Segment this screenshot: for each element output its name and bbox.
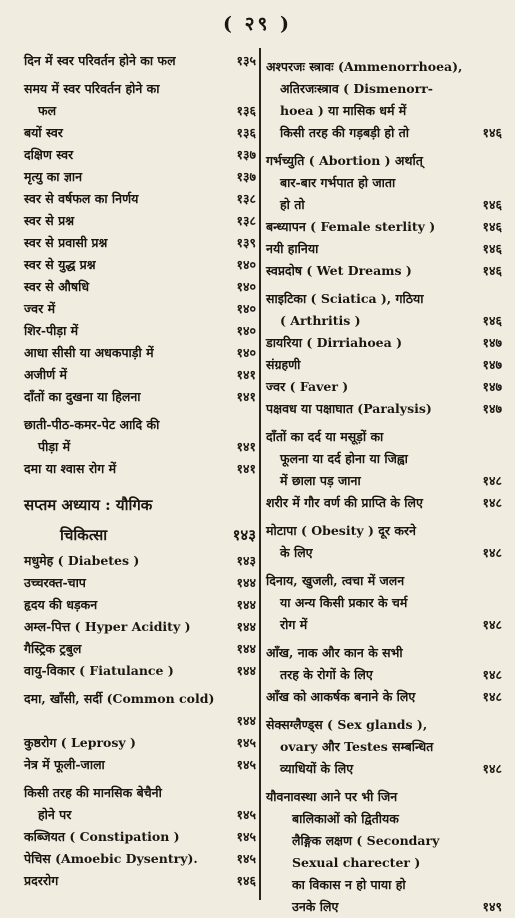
entry-title: दक्षिण स्वर [24, 147, 74, 162]
entry-continuation: Sexual charecter ) [292, 855, 421, 870]
page-ref: १४८ [482, 689, 502, 704]
index-entry [24, 386, 256, 408]
page-ref: १४१ [236, 367, 256, 382]
page-ref: १४६ [482, 263, 502, 278]
entry-continuation: या अन्य किसी प्रकार के चर्म [280, 595, 408, 610]
entry-continuation: के लिए [280, 545, 313, 560]
index-entry [24, 550, 256, 572]
index-entry [24, 782, 256, 826]
index-entry [24, 688, 256, 732]
entry-title: किसी तरह की मानसिक बेचैनी [24, 785, 162, 800]
page-ref: १४४ [236, 641, 256, 656]
page-ref: १४६ [482, 313, 502, 328]
index-entry [24, 364, 256, 386]
entry-title: स्वर से युद्ध प्रश्न [24, 257, 96, 272]
entry-title: बयों स्वर [24, 125, 63, 140]
entry-continuation: होने पर [38, 807, 72, 822]
entry-title: अजीर्ण में [24, 367, 67, 382]
page-ref: १४४ [236, 575, 256, 590]
page-ref: १३७ [236, 147, 256, 162]
index-entry [24, 254, 256, 276]
index-entry [266, 238, 502, 260]
index-entry [266, 288, 502, 332]
index-entry [266, 492, 502, 514]
page-ref: १४५ [236, 735, 256, 750]
page-ref: १४० [236, 323, 256, 338]
entry-title: साइटिका ( Sciatica ), गठिया [266, 291, 424, 306]
entry-continuation: रोग में [280, 617, 308, 632]
entry-title: संग्रहणी [266, 357, 301, 372]
entry-title: दिनाय, खुजली, त्वचा में जलन [266, 573, 405, 588]
page-ref: १४० [236, 257, 256, 272]
entry-title: शरीर में गौर वर्ण की प्राप्ति के लिए [266, 495, 423, 510]
page-ref: १३६ [236, 125, 256, 140]
entry-title: दमा, खाँसी, सर्दी (Common cold) [24, 691, 215, 706]
index-entry [24, 414, 256, 458]
index-entry [24, 594, 256, 616]
page-number: ( २९ ) [223, 13, 292, 35]
entry-title: बन्ध्यापन ( Female sterlity ) [266, 219, 436, 234]
entry-title: दिन में स्वर परिवर्तन होने का फल [24, 53, 176, 68]
page-ref: १४१ [236, 389, 256, 404]
index-entry [266, 376, 502, 398]
entry-title: अश्परजः स्त्रावः (Ammenorrhoea), [266, 59, 463, 74]
page-ref: १४१ [236, 439, 256, 454]
entry-title: पक्षवध या पक्षाघात (Paralysis) [266, 401, 432, 416]
page-ref: १४७ [482, 379, 502, 394]
entry-title: ज्वर में [24, 301, 56, 316]
entry-continuation: व्याधियों के लिए [280, 761, 354, 776]
entry-continuation: फूलना या दर्द होना या जिह्वा [280, 451, 408, 466]
page-ref: १४३ [236, 553, 256, 568]
page-ref: १४६ [482, 219, 502, 234]
page-ref: १४५ [236, 757, 256, 772]
index-entry [266, 398, 502, 420]
entry-title: आधा सीसी या अधकपाड़ी में [24, 345, 154, 360]
page-ref: १४५ [236, 851, 256, 866]
page-ref: १४० [236, 301, 256, 316]
page-ref: १४८ [482, 495, 502, 510]
index-entry [266, 354, 502, 376]
index-entry [266, 714, 502, 780]
entry-continuation: तरह के रोगों के लिए [280, 667, 373, 682]
index-entry [24, 298, 256, 320]
entry-title: नयी हानिया [266, 241, 319, 256]
page-ref: १४५ [236, 807, 256, 822]
index-entry [24, 848, 256, 870]
entry-title: छाती-पीठ-कमर-पेट आदि की [24, 417, 160, 432]
index-entry [24, 732, 256, 754]
page-ref: १४० [236, 345, 256, 360]
entry-continuation: अतिरजःस्त्राव ( Dismenorr- [280, 81, 433, 96]
index-entry [24, 870, 256, 892]
page-ref: १३८ [236, 213, 256, 228]
entry-title: पेचिस (Amoebic Dysentry). [24, 851, 198, 866]
entry-title: स्वर से वर्षफल का निर्णय [24, 191, 139, 206]
right-column [266, 50, 502, 918]
index-entry [266, 332, 502, 354]
entry-title: सेक्सग्लैण्ड्स ( Sex glands ), [266, 717, 428, 732]
entry-title: कुष्ठरोग ( Leprosy ) [24, 735, 136, 750]
left-column [24, 50, 256, 892]
page-ref: १४७ [482, 357, 502, 372]
page-ref: १४८ [482, 761, 502, 776]
page-ref: १४६ [482, 241, 502, 256]
entry-title: गैस्ट्रिक ट्रबुल [24, 641, 82, 656]
entry-continuation: ( Arthritis ) [280, 313, 361, 328]
entry-continuation: किसी तरह की गड़बड़ी हो तो [280, 125, 410, 140]
page-ref: १४६ [482, 125, 502, 140]
index-entry [266, 56, 502, 144]
entry-title: ज्वर ( Faver ) [266, 379, 349, 394]
index-entry [24, 342, 256, 364]
entry-title: मृत्यु का ज्ञान [24, 169, 83, 184]
index-entry [24, 320, 256, 342]
index-entry [24, 144, 256, 166]
page-ref: १४८ [482, 617, 502, 632]
index-entry [266, 570, 502, 636]
index-entry [24, 122, 256, 144]
entry-title: उच्चरक्त-चाप [24, 575, 86, 590]
entry-continuation: हो तो [280, 197, 305, 212]
index-entry [266, 216, 502, 238]
page-ref: १४८ [482, 545, 502, 560]
entry-continuation: में छाला पड़ जाना [280, 473, 361, 488]
index-entry [24, 616, 256, 638]
page-ref: १४९ [482, 899, 502, 914]
entry-title: स्वर से प्रश्न [24, 213, 75, 228]
index-entry [24, 754, 256, 776]
entry-continuation: पीड़ा में [38, 439, 71, 454]
page-ref: १४८ [482, 473, 502, 488]
entry-title: नेत्र में फूली-जाला [24, 757, 105, 772]
entry-title: वायु-विकार ( Fiatulance ) [24, 663, 174, 678]
page-ref: १४१ [236, 461, 256, 476]
entry-title: मोटापा ( Obesity ) दूर करने [266, 523, 416, 538]
entry-continuation: hoea ) या मासिक धर्म में [280, 103, 407, 118]
index-entry [24, 638, 256, 660]
entry-title: स्वर से प्रवासी प्रश्न [24, 235, 108, 250]
page-ref: १४५ [236, 829, 256, 844]
entry-title: समय में स्वर परिवर्तन होने का [24, 81, 160, 96]
page-ref: १३८ [236, 191, 256, 206]
index-entry [24, 50, 256, 72]
entry-title: शिर-पीड़ा में [24, 323, 79, 338]
page-ref: १४३ [232, 526, 256, 544]
entry-title: दाँतों का दुखना या हिलना [24, 389, 141, 404]
index-entry [24, 166, 256, 188]
page-ref: १४० [236, 279, 256, 294]
entry-title: सप्तम अध्याय : यौगिक [24, 496, 153, 514]
page-ref: १४४ [236, 597, 256, 612]
index-entry [24, 188, 256, 210]
entry-title: दाँतों का दर्द या मसूड़ों का [266, 429, 384, 444]
entry-title: कब्जियत ( Constipation ) [24, 829, 180, 844]
index-entry [24, 660, 256, 682]
index-entry [266, 260, 502, 282]
entry-title: यौवनावस्था आने पर भी जिन [266, 789, 398, 804]
entry-continuation: उनके लिए [292, 899, 339, 914]
index-entry [266, 426, 502, 492]
page-ref: १३७ [236, 169, 256, 184]
entry-continuation [24, 710, 256, 732]
entry-title: आँख, नाक और कान के सभी [266, 645, 403, 660]
entry-continuation: फल [38, 103, 57, 118]
entry-title: स्वप्नदोष ( Wet Dreams ) [266, 263, 412, 278]
entry-title: प्रदररोग [24, 873, 59, 888]
entry-title: गर्भच्युति ( Abortion ) अर्थात् [266, 153, 423, 168]
page-ref: १४४ [236, 713, 256, 728]
page-ref: १४४ [236, 619, 256, 634]
page-ref: १३९ [236, 235, 256, 250]
page-ref: १३६ [236, 103, 256, 118]
index-entry [266, 686, 502, 708]
entry-continuation: बार-बार गर्भपात हो जाता [280, 175, 396, 190]
page-ref: १४७ [482, 401, 502, 416]
index-entry [24, 232, 256, 254]
index-entry [24, 826, 256, 848]
index-entry [266, 150, 502, 216]
entry-title: डायरिया ( Dirriahoea ) [266, 335, 402, 350]
index-entry [24, 210, 256, 232]
entry-continuation: बालिकाओं को द्वितीयक [292, 811, 399, 826]
page-ref: १४७ [482, 335, 502, 350]
entry-continuation: लैङ्गिक लक्षण ( Secondary [292, 833, 440, 848]
entry-continuation: का विकास न हो पाया हो [292, 877, 406, 892]
entry-title: आँख को आकर्षक बनाने के लिए [266, 689, 416, 704]
entry-continuation: चिकित्सा [60, 526, 108, 544]
index-entry [266, 786, 502, 918]
entry-title: स्वर से औषधि [24, 279, 90, 294]
index-entry [24, 572, 256, 594]
entry-title: हृदय की धड़कन [24, 597, 98, 612]
index-entry [24, 276, 256, 298]
entry-title: मधुमेह ( Diabetes ) [24, 553, 140, 568]
index-entry [24, 458, 256, 480]
entry-title: दमा या श्वास रोग में [24, 461, 117, 476]
page-ref: १४८ [482, 667, 502, 682]
index-entry [266, 642, 502, 686]
column-divider [259, 48, 261, 900]
entry-title: अम्ल-पित्त ( Hyper Acidity ) [24, 619, 191, 634]
page-ref: १४६ [482, 197, 502, 212]
page-ref: १४६ [236, 873, 256, 888]
index-entry [266, 520, 502, 564]
chapter-heading [24, 490, 256, 550]
page-ref: १३५ [236, 53, 256, 68]
page-ref: १४४ [236, 663, 256, 678]
entry-continuation: ovary और Testes सम्बन्धित [280, 739, 434, 754]
index-entry [24, 78, 256, 122]
